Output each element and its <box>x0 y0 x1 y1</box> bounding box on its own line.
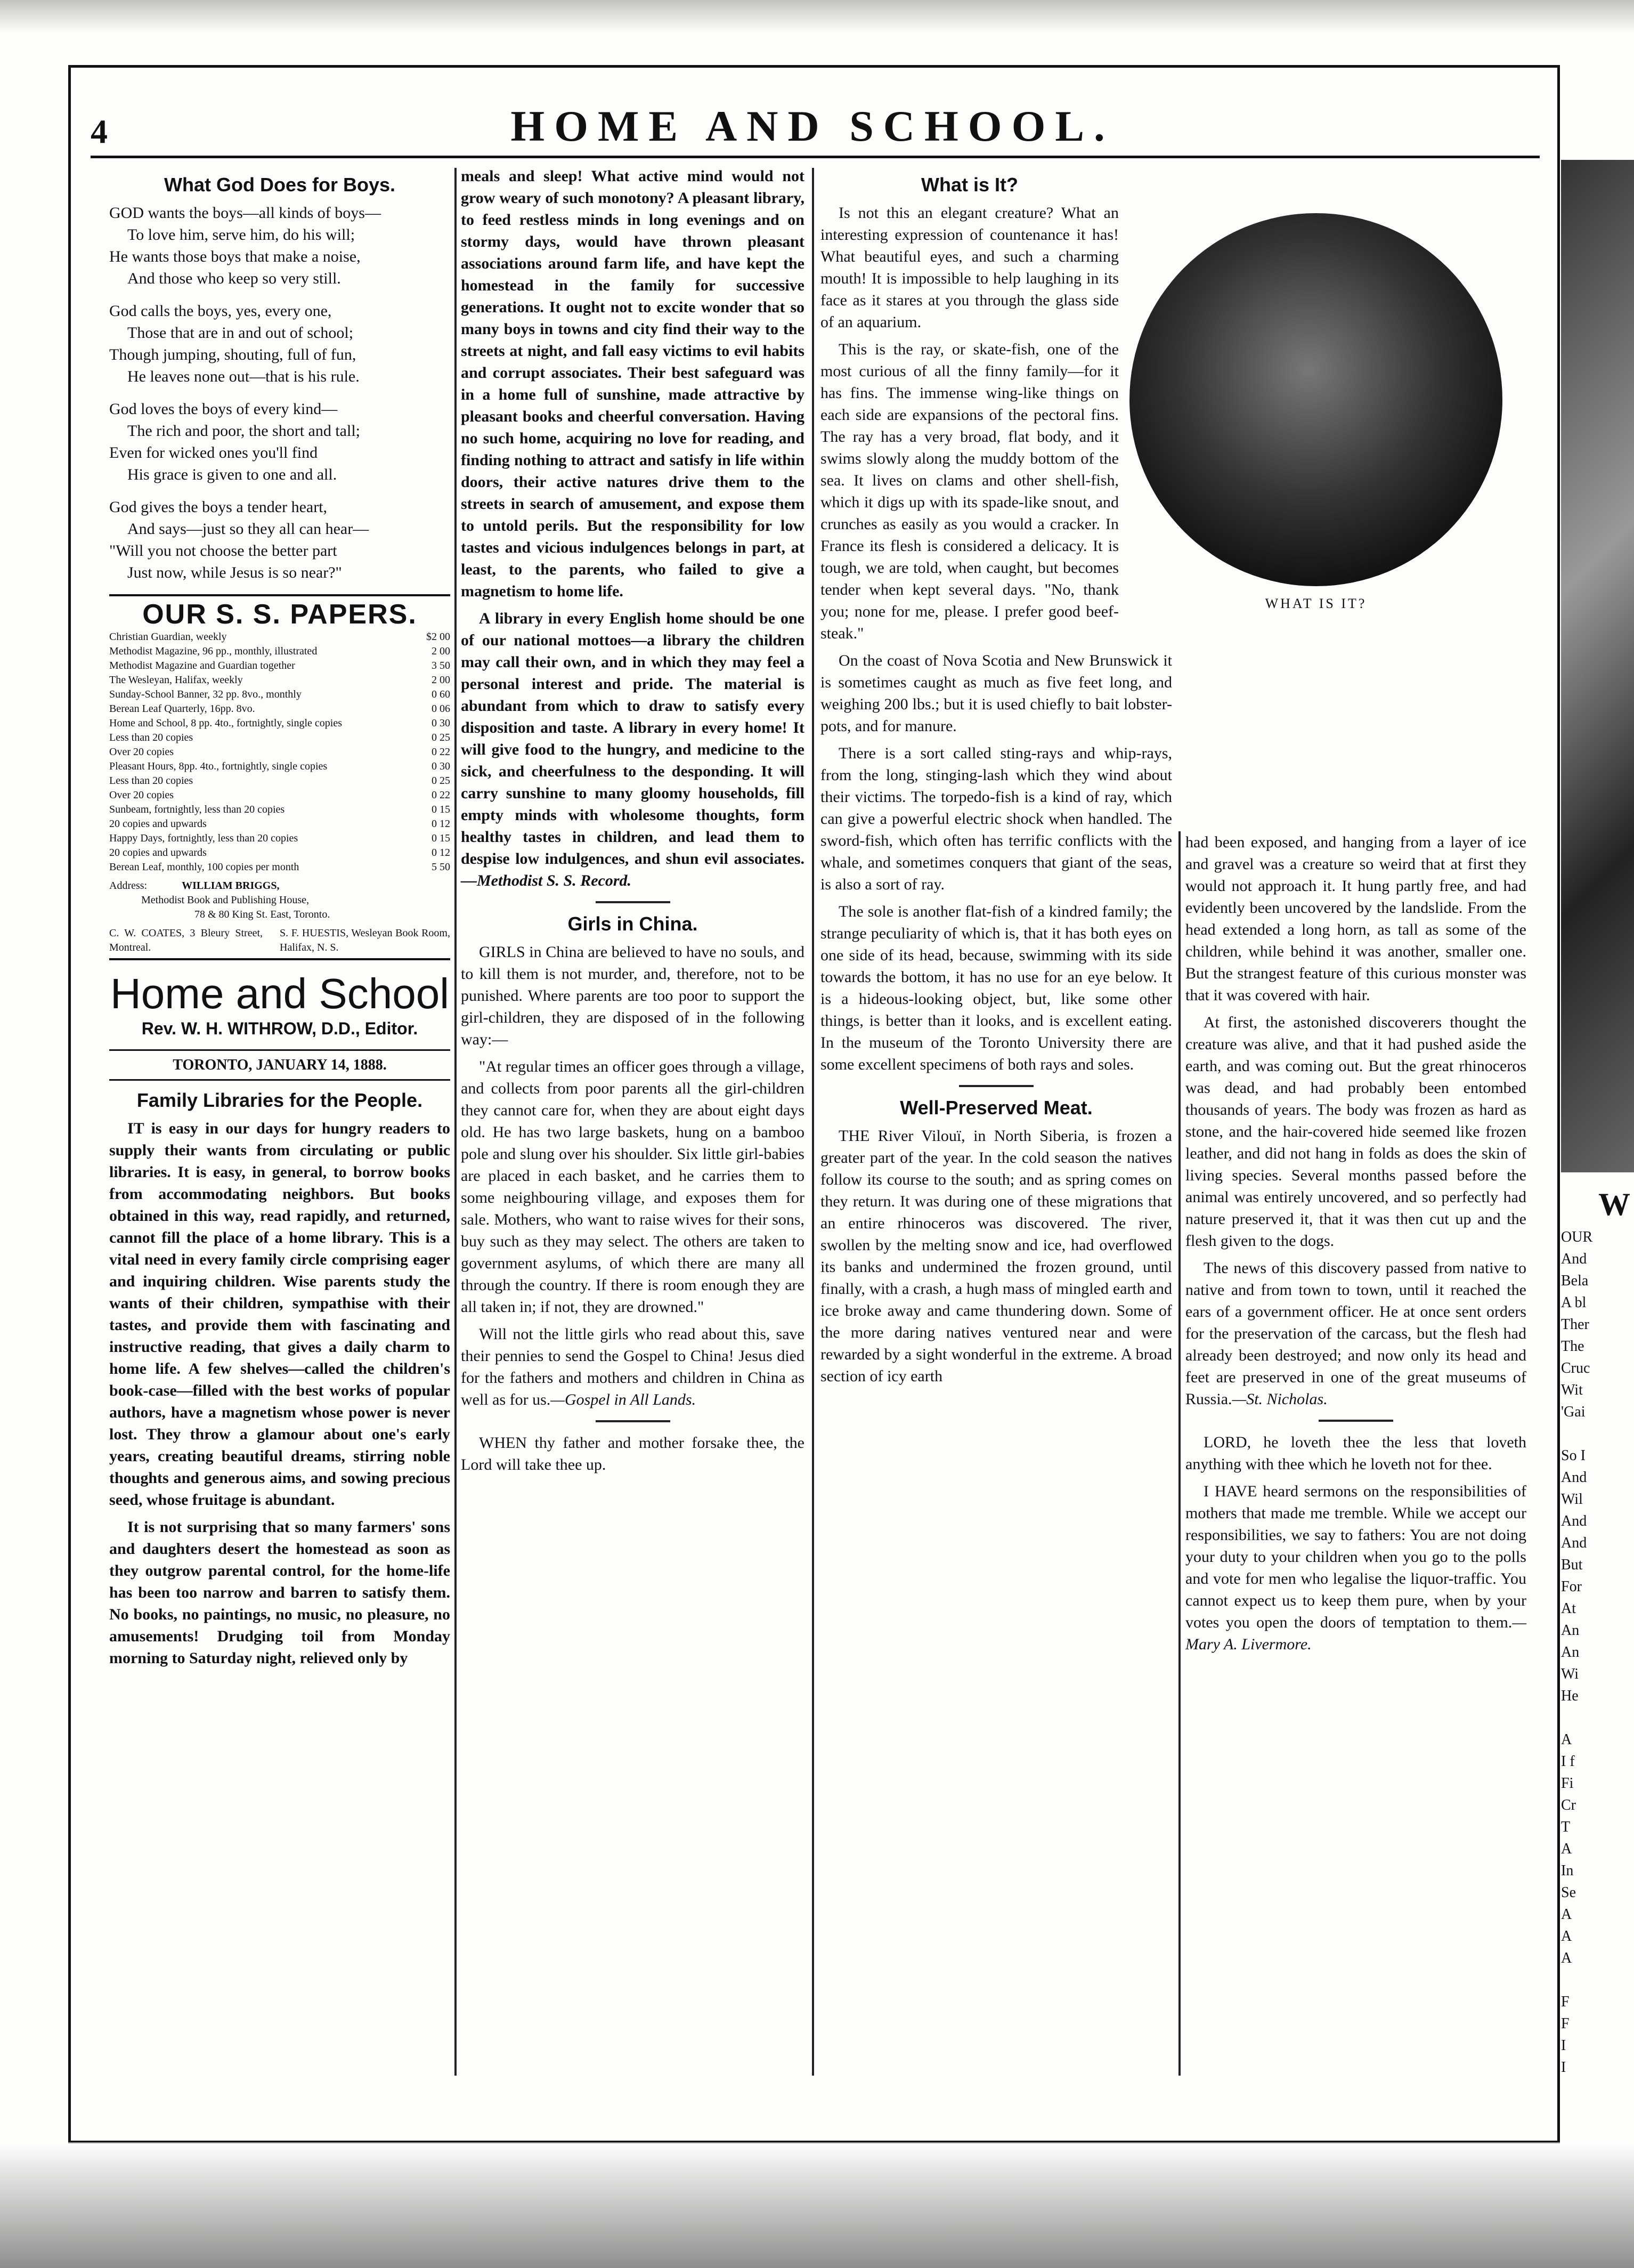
column-2 <box>461 165 804 1481</box>
article-paragraph <box>1185 1257 1526 1410</box>
poem-line: His grace is given to one and all. <box>127 466 337 483</box>
column-4 <box>1185 831 1526 1661</box>
ray-illustration <box>1108 213 1524 773</box>
adjacent-text-line: 'Gai <box>1561 1404 1586 1420</box>
article-paragraph <box>461 1323 804 1411</box>
running-title: HOME AND SCHOOL. <box>510 102 1115 150</box>
poem-line: GOD wants the boys—all kinds of boys— <box>109 204 381 222</box>
price-row <box>109 860 450 874</box>
adjacent-text-line: And <box>1561 1513 1587 1529</box>
adjacent-text-line: Se <box>1561 1884 1576 1901</box>
poem-stanza <box>109 398 450 485</box>
poem-stanza <box>109 202 450 289</box>
article-title: Girls in China. <box>567 913 698 935</box>
adjacent-text-line: F <box>1561 1994 1570 2010</box>
adjacent-text-line: He <box>1561 1688 1579 1704</box>
adjacent-text-line: I <box>1561 2059 1566 2076</box>
paper-price: 0 15 <box>432 832 450 844</box>
price-row <box>109 716 450 731</box>
paper-price: 0 25 <box>432 775 450 787</box>
paper-name: Berean Leaf, monthly, 100 copies per month <box>109 861 299 873</box>
poem-line: And those who keep so very still. <box>127 270 341 287</box>
adjacent-text-line: But <box>1561 1557 1583 1573</box>
article-paragraph: THE River Vilouï, in North Siberia, is frozen a greater part of the year. In the cold season the natives follow its course to the south; and as spring comes on they return. It was during one of these migrations that an entire rhinoceros was discovered. The river, swollen by the melting snow and ice, had overflowed its banks and undermined the frozen ground, until finally, with a crash, a hugh mass of mingled earth and ice broke away and came thundering down. Some of the more daring natives ventured near and were rewarded by a sight wonderful in the extreme. A broad section of icy earth <box>820 1127 1172 1385</box>
poem-line: Though jumping, shouting, full of fun, <box>109 346 356 363</box>
price-row <box>109 659 450 673</box>
adjacent-text-line: Wil <box>1561 1491 1583 1508</box>
poem-line: Even for wicked ones you'll find <box>109 444 318 461</box>
poem-line: God calls the boys, yes, every one, <box>109 302 332 320</box>
adjacent-text-line: In <box>1561 1862 1574 1879</box>
poem-stanza <box>109 300 450 387</box>
paragraph-text: A library in every English home should be one of our national mottoes—a library the children may call their own, and in which they may feel a personal interest and pride. The material is abundant from which to draw to satisfy every disposition and taste. A library in every home! It will give food to the hungry, and medicine to the sick, and cheerfulness to the desponding. It will carry sunshine to many gloomy households, fill empty minds with wholesome thoughts, form healthy tastes in children, and lead them to despise low indulgences, and shun evil associates. <box>461 610 804 868</box>
separator <box>1319 1420 1393 1422</box>
adjacent-text-line: A bl <box>1561 1294 1587 1311</box>
adjacent-text-line: The <box>1561 1338 1584 1355</box>
paper-name: Less than 20 copies <box>109 732 193 743</box>
adjacent-text-line: T <box>1561 1819 1571 1835</box>
poem-title: What God Does for Boys. <box>164 174 396 196</box>
paper-price: 0 15 <box>432 804 450 815</box>
adjacent-page-image <box>1561 160 1634 1172</box>
editor-line: Rev. W. H. WITHROW, D.D., Editor. <box>141 1019 418 1038</box>
paragraph-text: The news of this discovery passed from native to native and from town to town, until it reached the ears of a government officer. He at once sent orders for the preservation of the carcass, but the flesh had already been destroyed; and now only its head and feet are preserved in one of the great museums of Russia. <box>1185 1259 1526 1408</box>
ray-engraving-image <box>1129 213 1502 586</box>
adjacent-text-line: For <box>1561 1578 1582 1595</box>
price-row <box>109 817 450 831</box>
article-paragraph: There is a sort called sting-rays and whip-rays, from the long, stinging-lash which they wind about their victims. The torpedo-fish is a kind of ray, which can give a powerful electric shock when handled. The sword-fish, which often has terrific conflicts with the whale, and sometimes conquers that giant of the seas, is also a sort of ray. <box>820 744 1172 893</box>
adjacent-text-line: An <box>1561 1644 1580 1661</box>
price-row <box>109 846 450 860</box>
separator <box>596 1420 670 1422</box>
article-title: What is It? <box>921 174 1018 196</box>
paper-name: Sunday-School Banner, 32 pp. 8vo., monthly <box>109 689 302 700</box>
scan-bottom-shadow <box>0 2142 1634 2268</box>
paper-name: Methodist Magazine and Guardian together <box>109 660 295 671</box>
paper-name: Over 20 copies <box>109 746 174 758</box>
article-paragraph: "At regular times an officer goes through a village, and collects from poor parents all the girl-children they cannot care for, when they are about eight days old. He has two large baskets, hung on a bamboo pole and slung over his shoulder. Six little girl-babies are placed in each basket, and he carries them to some neighbouring village, and exposes them for sale. Mothers, who want to raise wives for their sons, buy such as they may select. The others are taken to government asylums, of which there are many all through the country. If there is room enough they are all taken in; if not, they are drowned." <box>461 1058 804 1316</box>
poem-line: Those that are in and out of school; <box>127 324 354 342</box>
price-list <box>109 630 450 874</box>
agents <box>109 926 450 955</box>
adjacent-page-strip <box>1561 160 1634 2132</box>
paper-price: 0 12 <box>432 847 450 858</box>
article-paragraph: WHEN thy father and mother forsake thee, the Lord will take thee up. <box>461 1434 804 1473</box>
paragraph-text: Will not the little girls who read about this, save their pennies to send the Gospel to China! Jesus died for the fathers and mothers and children in China as well as for us. <box>461 1325 804 1408</box>
source-credit: —Methodist S. S. Record. <box>461 872 632 889</box>
paper-name: Happy Days, fortnightly, less than 20 copies <box>109 832 298 844</box>
paper-price: $2 00 <box>426 631 450 643</box>
address-line: 78 & 80 King St. East, Toronto. <box>194 909 330 920</box>
paper-name: Christian Guardian, weekly <box>109 631 227 643</box>
article-paragraph: It is not surprising that so many farmers' sons and daughters desert the homestead as soon as they outgrow parental control, for the home-life has been too narrow and barren to satisfy them. No books, no paintings, no music, no pleasure, no amusements! Drudging toil from Monday morning to Saturday night, relieved only by <box>109 1518 450 1667</box>
adjacent-text-line: I <box>1561 2037 1566 2054</box>
adjacent-text-line: F <box>1561 2015 1570 2032</box>
adjacent-text-line: Wit <box>1561 1382 1583 1398</box>
source-credit: —St. Nicholas. <box>1232 1390 1328 1408</box>
adjacent-text-line <box>1561 1707 1634 1729</box>
paper-price: 5 50 <box>432 861 450 873</box>
price-row <box>109 759 450 774</box>
adjacent-text-line: Cruc <box>1561 1360 1590 1376</box>
adjacent-text-line: Bela <box>1561 1273 1589 1289</box>
article-title: Well-Preserved Meat. <box>900 1097 1093 1119</box>
paper-name: 20 copies and upwards <box>109 847 207 858</box>
article-paragraph: meals and sleep! What active mind would not grow weary of such monotony? A pleasant library, to feed restless minds in long evenings and on stormy days, would have thrown pleasant associations around farm life, and have kept the homestead in the family for successive generations. It ought not to excite wonder that so many boys in towns and city find their way to the streets at night, and fall easy victims to evil habits and corrupt associates. Their best safeguard was in a home full of sunshine, made attractive by pleasant books and cheerful conversation. Having no such home, acquiring no love for reading, and finding nothing to attract and satisfy in life within doors, their active natures drive them to the streets in search of amusement, and expose them to untold perils. But the responsibility for low tastes and vicious indulgences belongs in part, at least, to the parents, who failed to give a magnetism to home life. <box>461 167 804 600</box>
paper-price: 0 30 <box>432 760 450 772</box>
article-paragraph: On the coast of Nova Scotia and New Brunswick it is sometimes caught as much as five feet long, and weighing 200 lbs.; but it is used chiefly to bait lobster-pots, and for manure. <box>820 652 1172 735</box>
adjacent-text-line: Fi <box>1561 1775 1574 1792</box>
adjacent-text-line: A <box>1561 1906 1572 1923</box>
page-number: 4 <box>91 112 108 150</box>
article-paragraph: had been exposed, and hanging from a layer of ice and gravel was a creature so weird that at first they would not approach it. It hung partly free, and had evidently been uncovered by the landslide. From the head extended a long horn, as tall as some of the children, while behind it was another, smaller one. But the strangest feature of this curious monster was that it was covered with hair. <box>1185 833 1526 1004</box>
source-credit: —Gospel in All Lands. <box>550 1391 696 1408</box>
poem-line: God gives the boys a tender heart, <box>109 498 328 516</box>
article-paragraph: IT is easy in our days for hungry readers to supply their wants from circulating or public libraries. It is easy, in general, to borrow books from accommodating neighbors. But books obtained in this way, read rapidly, and returned, cannot fill the place of a home library. This is a vital need in every family circle comprising eager and inquiring children. Wise parents study the wants of their children, sympathise with their tastes, and provide them with fascinating and instructive reading, that gives a daily charm to home life. A few shelves—called the children's book-case—filled with the best works of popular authors, have a magnetism whose power is never lost. They throw a glamour about one's early years, creating beautiful dreams, stirring noble thoughts and generous aims, and sowing precious seed, whose fruitage is abundant. <box>109 1120 450 1509</box>
price-row <box>109 774 450 788</box>
poem-line: He wants those boys that make a noise, <box>109 248 361 265</box>
page-header <box>80 96 1545 155</box>
price-row <box>109 731 450 745</box>
poem-line: He leaves none out—that is his rule. <box>127 368 360 385</box>
agent-montreal: C. W. COATES, 3 Bleury Street, Montreal. <box>109 927 263 953</box>
masthead: Home and School <box>110 970 449 1017</box>
price-row <box>109 745 450 759</box>
column-rule <box>812 168 814 2076</box>
article-paragraph <box>1185 1480 1526 1655</box>
price-row <box>109 687 450 702</box>
paper-price: 0 25 <box>432 732 450 743</box>
price-row <box>109 702 450 716</box>
paper-name: 20 copies and upwards <box>109 818 207 830</box>
poem-stanza <box>109 496 450 584</box>
adjacent-text-line: At <box>1561 1600 1576 1617</box>
poem-line: And says—just so they all can hear— <box>127 520 369 538</box>
price-row <box>109 673 450 687</box>
adjacent-text-line: A <box>1561 1928 1572 1945</box>
paper-name: Sunbeam, fortnightly, less than 20 copies <box>109 804 285 815</box>
poem-line: God loves the boys of every kind— <box>109 400 338 418</box>
adjacent-text-line: And <box>1561 1469 1587 1486</box>
narrow-section <box>820 174 1119 644</box>
price-row <box>109 630 450 644</box>
article-paragraph: LORD, he loveth thee the less that loveth anything with thee which he loveth not for thee. <box>1185 1433 1526 1473</box>
paper-name: Less than 20 copies <box>109 775 193 787</box>
separator <box>596 901 670 903</box>
adjacent-text-line: Wi <box>1561 1666 1579 1682</box>
subscription-box <box>109 594 450 960</box>
article-paragraph: Is not this an elegant creature? What an interesting expression of countenance it has! What beautiful eyes, and such a charming mouth! It is impossible to help laughing in its face as it stares at you through the glass side of an aquarium. <box>820 204 1119 331</box>
poem-line: The rich and poor, the short and tall; <box>127 422 361 440</box>
figure-caption: WHAT IS IT? <box>1265 596 1367 611</box>
poem <box>109 202 450 584</box>
paper-price: 0 12 <box>432 818 450 830</box>
paper-price: 2 00 <box>432 645 450 657</box>
article-paragraph: The sole is another flat-fish of a kindred family; the strange peculiarity of which is, that it has both eyes on one side of its head, because, swimming with its side towards the bottom, it has no use for an eye below. It is a hideous-looking object, but, like some other things, is better than it looks, and is excellent eating. In the museum of the Toronto University there are some excellent specimens of both rays and soles. <box>820 903 1172 1073</box>
column-1 <box>109 165 450 1674</box>
dateline: TORONTO, JANUARY 14, 1888. <box>109 1049 450 1081</box>
price-row <box>109 803 450 817</box>
poem-line: To love him, serve him, do his will; <box>127 226 355 244</box>
header-rule <box>91 156 1540 158</box>
article-paragraph: This is the ray, or skate-fish, one of the most curious of all the finny family—for it has fins. The immense wing-like things on each side are expansions of the pectoral fins. The ray has a very broad, flat body, and it swims slowly along the muddy bottom of the sea. It lives on clams and other shell-fish, which it digs up with its spade-like snout, and crunches as easily as you would a cracker. In France its flesh is considered a delicacy. It is tough, we are told, when caught, but becomes tender when kept several days. "No, thank you; none for me, please. I prefer good beef-steak." <box>820 341 1119 642</box>
address-label: Address: <box>109 880 148 892</box>
adjacent-text-line: So I <box>1561 1447 1586 1464</box>
address-line: Methodist Book and Publishing House, <box>141 894 310 906</box>
paper-name: Home and School, 8 pp. 4to., fortnightly, single copies <box>109 717 342 729</box>
price-row <box>109 788 450 803</box>
column-rule <box>1178 831 1181 2076</box>
address-name: WILLIAM BRIGGS, <box>182 880 280 892</box>
paper-price: 0 60 <box>432 689 450 700</box>
adjacent-text-line: OUR <box>1561 1229 1593 1245</box>
adjacent-text-line: A <box>1561 1950 1572 1966</box>
paper-price: 0 06 <box>432 703 450 715</box>
adjacent-text-line: And <box>1561 1535 1587 1551</box>
paper-price: 0 30 <box>432 717 450 729</box>
adjacent-text-line <box>1561 1969 1634 1991</box>
paper-price: 0 22 <box>432 746 450 758</box>
adjacent-text-line: A <box>1561 1841 1572 1857</box>
adjacent-text-lines <box>1561 1226 1634 2078</box>
scan-edge-shadow <box>0 0 1634 32</box>
adjacent-text-line <box>1561 1423 1634 1445</box>
poem-line: Just now, while Jesus is so near?" <box>127 564 342 581</box>
paper-name: Pleasant Hours, 8pp. 4to., fortnightly, single copies <box>109 760 328 772</box>
paper-price: 3 50 <box>432 660 450 671</box>
adjacent-text-line: I f <box>1561 1753 1575 1770</box>
agent-halifax: S. F. HUESTIS, Wesleyan Book Room, Halifax, N. S. <box>280 927 450 953</box>
paper-name: Over 20 copies <box>109 789 174 801</box>
address-block <box>109 879 450 922</box>
paragraph-text: I HAVE heard sermons on the responsibilities of mothers that made me tremble. While we accept our responsibilities, we say to fathers: You are not doing your duty to your children when you go to the polls and vote for men who legalise the liquor-traffic. You cannot expect us to keep them pure, when by your votes you open the doors of temptation to them. <box>1185 1483 1526 1631</box>
paper-name: Methodist Magazine, 96 pp., monthly, illustrated <box>109 645 318 657</box>
article-paragraph <box>461 608 804 892</box>
price-row <box>109 644 450 659</box>
article-title: Family Libraries for the People. <box>136 1089 423 1111</box>
article-paragraph: GIRLS in China are believed to have no souls, and to kill them is not murder, and, therefore, not to be punished. Where parents are too poor to support the girl-children, they are disposed of in the following way:— <box>461 943 804 1048</box>
adjacent-text-line: Cr <box>1561 1797 1576 1813</box>
paper-name: Berean Leaf Quarterly, 16pp. 8vo. <box>109 703 255 715</box>
adjacent-text-line: Ther <box>1561 1316 1589 1333</box>
adjacent-text-line: A <box>1561 1731 1572 1748</box>
column-rule <box>454 168 457 2076</box>
poem-line: "Will you not choose the better part <box>109 542 337 560</box>
paper-price: 0 22 <box>432 789 450 801</box>
paper-name: The Wesleyan, Halifax, weekly <box>109 674 243 686</box>
paper-price: 2 00 <box>432 674 450 686</box>
price-row <box>109 831 450 846</box>
separator <box>959 1085 1034 1087</box>
adjacent-heading-letter: W <box>1598 1187 1630 1222</box>
adjacent-text-line: And <box>1561 1251 1587 1267</box>
source-credit: —Mary A. Livermore. <box>1185 1614 1526 1653</box>
adjacent-text-line: An <box>1561 1622 1580 1639</box>
article-paragraph: At first, the astonished discoverers thought the creature was alive, and that it had pushed aside the earth, and was coming out. But the great rhinoceros was dead, and had probably been entombed thousands of years. The body was frozen as hard as stone, and the hair-covered hide seemed like frozen leather, and did not hang in folds as does the skin of living species. Several months passed before the animal was entirely uncovered, and so perfectly had nature preserved it, that it was then cut up and the flesh given to the dogs. <box>1185 1014 1526 1250</box>
papers-title: OUR S. S. PAPERS. <box>142 599 417 630</box>
